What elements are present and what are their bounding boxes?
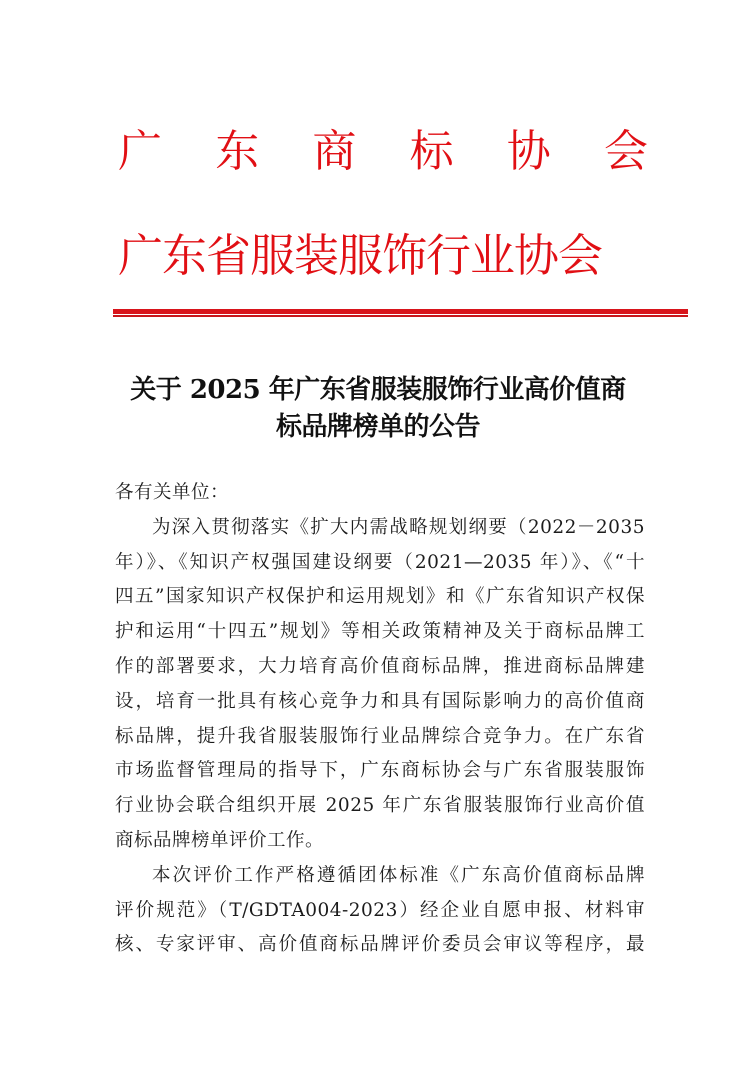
paragraph-1-line: 标品牌，提升我省服装服饰行业品牌综合竞争力。在广东省 xyxy=(115,725,645,747)
paragraph-1-line: 四五”国家知识产权保护和运用规划》和《广东省知识产权保 xyxy=(115,586,645,608)
letterhead-char: 协 xyxy=(506,126,551,177)
letterhead-divider xyxy=(113,309,688,318)
salutation: 各有关单位： xyxy=(115,482,230,503)
title-line: 标品牌榜单的公告 xyxy=(275,412,480,442)
paragraph-1-line: 行业协会联合组织开展 2025 年广东省服装服饰行业高价值 xyxy=(115,795,645,817)
paragraph-2-line: 本次评价工作严格遵循团体标准《广东高价值商标品牌 xyxy=(152,864,645,886)
paragraph-1-line: 设，培育一批具有核心竞争力和具有国际影响力的高价值商 xyxy=(115,690,645,712)
paragraph-2-line: 评价规范》（T/GDTA004-2023）经企业自愿申报、材料审 xyxy=(115,899,645,921)
paragraph-1-line: 商标品牌榜单评价工作。 xyxy=(115,829,325,851)
document-body xyxy=(115,476,645,963)
paragraph-1-line: 市场监督管理局的指导下，广东商标协会与广东省服装服饰 xyxy=(115,760,645,782)
letterhead-org-guangdong-trademark-association xyxy=(118,124,648,180)
divider-thick-line xyxy=(113,309,688,314)
letterhead-char: 广 xyxy=(118,126,162,177)
paragraph-1-line: 年）》、《知识产权强国建设纲要（2021—2035 年）》、《“十 xyxy=(115,551,645,573)
paragraph-1-line: 为深入贯彻落实《扩大内需战略规划纲要（2022－2035 xyxy=(152,516,645,538)
document-title xyxy=(108,372,648,446)
paragraph-2-line: 核、专家评审、高价值商标品牌评价委员会审议等程序，最 xyxy=(115,934,645,956)
letterhead-char: 东 xyxy=(215,126,260,177)
letterhead-char: 商 xyxy=(312,126,357,177)
letterhead-char: 标 xyxy=(409,126,454,177)
letterhead-org-garment-association: 广东省服装服饰行业协会 xyxy=(118,229,603,282)
letterhead-char: 会 xyxy=(603,126,648,177)
title-line: 关于 2025 年广东省服装服饰行业高价值商 xyxy=(130,375,626,405)
paragraph-1-line: 作的部署要求，大力培育高价值商标品牌，推进商标品牌建 xyxy=(115,655,645,677)
paragraph-1-line: 护和运用“十四五”规划》等相关政策精神及关于商标品牌工 xyxy=(115,621,645,643)
divider-thin-line xyxy=(113,315,688,317)
